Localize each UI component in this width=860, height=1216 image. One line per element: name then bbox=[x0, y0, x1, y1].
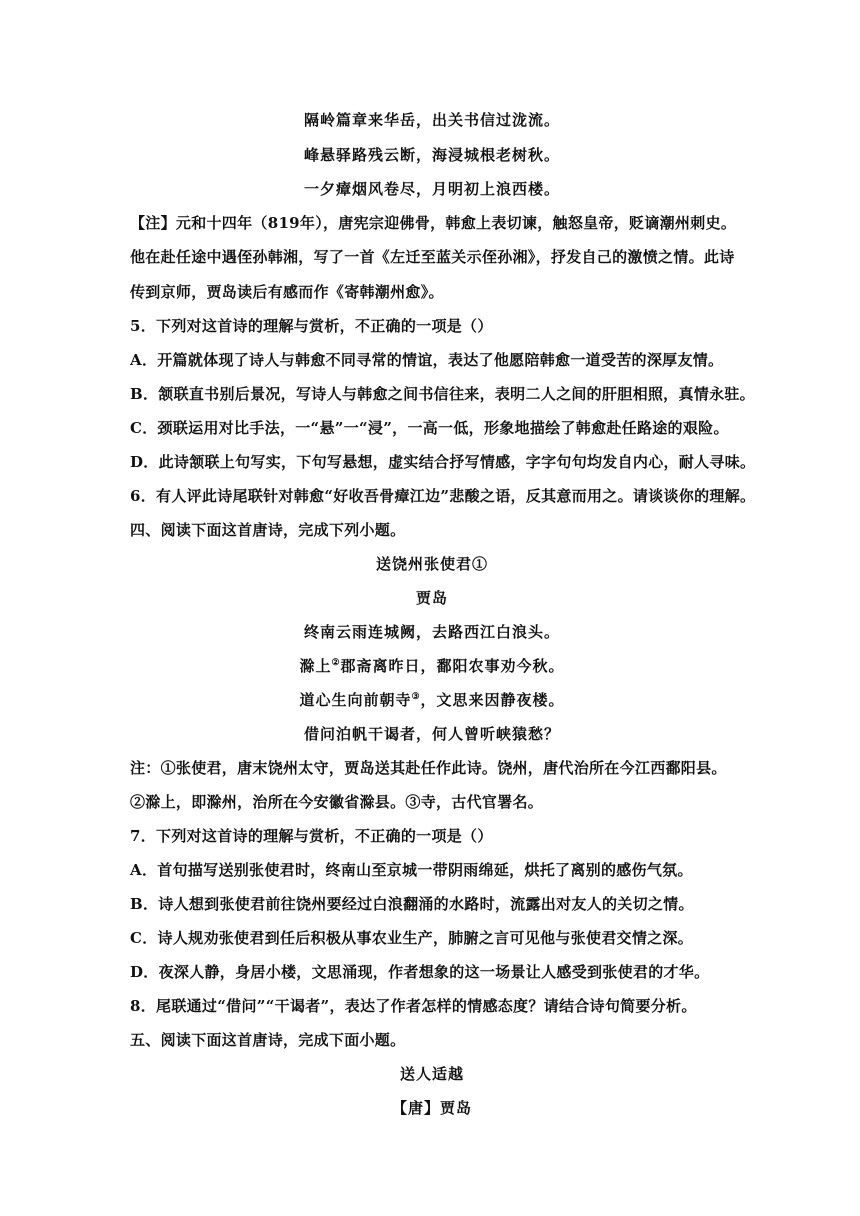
question-7-option-a: A．首句描写送别张使君时，终南山至京城一带阴雨绵延，烘托了离别的感伤气氛。 bbox=[130, 861, 693, 879]
poem1-line-1: 隔岭篇章来华岳，出关书信过泷流。 bbox=[303, 111, 560, 129]
poem2-note-2: ②滁上，即滁州，治所在今安徽省滁县。③寺，古代官署名。 bbox=[130, 793, 544, 811]
question-7-option-b: B．诗人想到张使君前往饶州要经过白浪翻涌的水路时，流露出对友人的关切之情。 bbox=[130, 895, 694, 913]
footnote-mark-3: ③ bbox=[411, 692, 421, 702]
poem2-line-4: 借问泊帆干谒者，何人曾听峡猿愁？ bbox=[303, 725, 560, 743]
footnote-mark-2: ② bbox=[331, 658, 341, 668]
poem2-line-3-part-b: ，文思来因静夜楼。 bbox=[420, 691, 565, 709]
poem1-line-2: 峰悬驿路残云断，海浸城根老树秋。 bbox=[303, 146, 560, 164]
poem2-line-3 bbox=[130, 690, 734, 710]
section-5-heading: 五、阅读下面这首唐诗，完成下面小题。 bbox=[130, 1031, 406, 1049]
poem2-title: 送饶州张使君① bbox=[375, 555, 488, 573]
question-5-stem: 5．下列对这首诗的理解与赏析，不正确的一项是（） bbox=[130, 317, 493, 335]
question-8: 8．尾联通过“借问”“干谒者”，表达了作者怎样的情感态度？请结合诗句简要分析。 bbox=[130, 997, 697, 1015]
note1-line-3: 传到京师，贾岛读后有感而作《寄韩潮州愈》。 bbox=[130, 283, 444, 301]
poem3-title: 送人适越 bbox=[399, 1065, 464, 1083]
poem3-author: 【唐】贾岛 bbox=[391, 1099, 472, 1117]
poem2-line-3-part-a: 道心生向前朝寺 bbox=[299, 691, 412, 709]
poem2-line-2-part-a: 滁上 bbox=[299, 657, 332, 675]
question-5-option-b: B．颔联直书别后景况，写诗人与韩愈之间书信往来，表明二人之间的肝胆相照，真情永驻。 bbox=[130, 385, 755, 403]
poem2-note-1: 注：①张使君，唐末饶州太守，贾岛送其赴任作此诗。饶州，唐代治所在今江西鄱阳县。 bbox=[130, 759, 727, 777]
question-6: 6．有人评此诗尾联针对韩愈“好收吾骨瘴江边”悲酸之语，反其意而用之。请谈谈你的理解。 bbox=[130, 487, 756, 505]
poem2-line-2 bbox=[130, 656, 734, 676]
poem1-line-3: 一夕瘴烟风卷尽，月明初上浪西楼。 bbox=[303, 180, 560, 198]
question-5-option-c: C．颈联运用对比手法，一“悬”一“浸”，一高一低，形象地描绘了韩愈赴任路途的艰险。 bbox=[130, 419, 729, 437]
section-4-heading: 四、阅读下面这首唐诗，完成下列小题。 bbox=[130, 521, 406, 539]
question-7-option-c: C．诗人规劝张使君到任后积极从事农业生产，肺腑之言可见他与张使君交情之深。 bbox=[130, 929, 694, 947]
note1-line-2: 他在赴任途中遇侄孙韩湘，写了一首《左迁至蓝关示侄孙湘》，抒发自己的激愤之情。此诗 bbox=[130, 248, 735, 266]
poem2-line-2-part-b: 郡斋离昨日，鄱阳农事劝今秋。 bbox=[340, 657, 565, 675]
poem2-line-1: 终南云雨连城阙，去路西江白浪头。 bbox=[303, 623, 560, 641]
question-5-option-d: D．此诗颔联上句写实，下句写悬想，虚实结合抒写情感，字字句句均发自内心，耐人寻味。 bbox=[130, 453, 756, 471]
question-5-option-a: A．开篇就体现了诗人与韩愈不同寻常的情谊，表达了他愿陪韩愈一道受苦的深厚友情。 bbox=[130, 351, 724, 369]
question-7-option-d: D．夜深人静，身居小楼，文思涌现，作者想象的这一场景让人感受到张使君的才华。 bbox=[130, 963, 710, 981]
note1-line-1: 【注】元和十四年（819年），唐宪宗迎佛骨，韩愈上表切谏，触怒皇帝，贬谪潮州刺史。 bbox=[130, 214, 737, 232]
question-7-stem: 7．下列对这首诗的理解与赏析，不正确的一项是（） bbox=[130, 827, 493, 845]
poem2-author: 贾岛 bbox=[415, 589, 448, 607]
